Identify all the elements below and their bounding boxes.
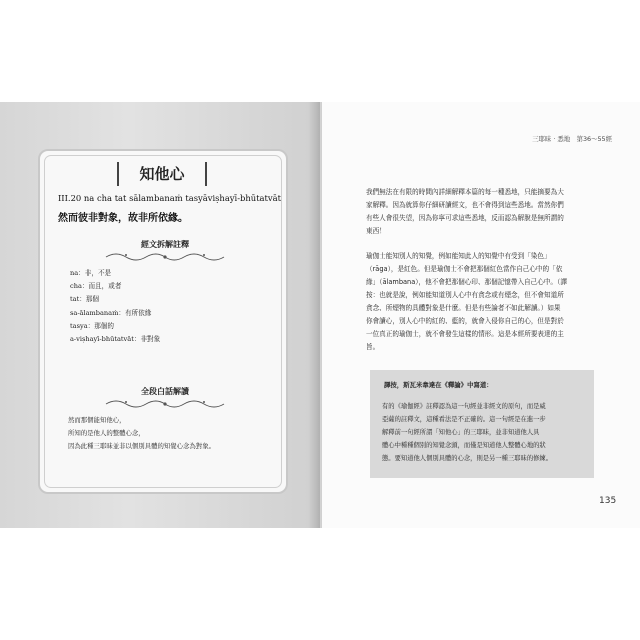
book-gutter [308, 102, 322, 528]
translator-note-box [370, 370, 594, 478]
left-page [0, 102, 320, 528]
plain-explanation: 然而那個能知他心， 所知的是他人的整體心念， 因為此種三耶昧並非以個別具體的知覺心念為對象。 [68, 416, 215, 450]
right-page [320, 102, 640, 528]
gloss-item: tat：那個 [70, 295, 100, 304]
gloss-item: cha：而且，或者 [70, 282, 122, 291]
paragraph-2: 瑜伽士能知別人的知覺，例如能知此人的知覺中有受到「染色」 （rāga），是紅色。但是瑜伽士不會把那個紅色當作自己心中的「依 緣」（ālambana），他不會把那個心印、那個記憶帶入自己心中。（譯 按：也就是說，例如能知道別人心中有貪念或有煙念，但不會知道所 貪念、所煙物的具體對象是什麼。但是有些論者不如此解讀。）如果 你會讀心，別人心中的紅的、藍的，就會入侵你自己的心，但是對於 一位真正的瑜伽士，就不會發生這樣的情形。這是本經所要表達的主 旨。 [366, 252, 567, 351]
book-spread [0, 102, 640, 528]
gloss-item: na：非，不是 [70, 269, 112, 277]
sutra-sanskrit: III.20 na cha tat sālambanaṁ tasyāviṣhayī-bhūtatvāt [58, 193, 282, 203]
plain-heading: 全段白話解讀 [141, 387, 189, 396]
sutra-card [38, 149, 288, 494]
gloss-item: tasya：那個的 [70, 321, 114, 330]
sutra-translation: 然而彼非對象，故非所依緣。 [58, 213, 188, 224]
gloss-list [70, 267, 160, 346]
note-body: 有的《瑜伽經》註釋認為這一句經並非經文的原句，而是威 亞薩的註釋文，這種看法是不正確的。這一句經是在進一步 解釋前一句經所謂「知他心」的三耶昧，並非知道他人具 體心中種種個別的知覺念頭，而僅是知道他人整體心地的狀 態。要知道他人個別具體的心念，則是另一種三耶昧的修練。 [382, 403, 553, 462]
gloss-heading: 經文拆解註釋 [141, 240, 189, 249]
paragraph-1: 我們無法在有限的時間內詳細解釋本篇的每一種悉地，只能摘要為大 家解釋。因為就算你仔細研讀經文，也不會得到這些悉地。當然你們 有些人會很失望，因為你寧可求這些悉地，反而認為解脫是無所謂的 東西！ [366, 188, 564, 235]
gloss-item: sa-ālambanaṁ：有所依緣 [70, 308, 152, 317]
gloss-item: a-viṣhayī-bhūtatvāt：非對象 [70, 335, 161, 344]
vine-ornament-icon [102, 251, 228, 263]
note-heading: 譯按，斯瓦米韋達在《釋論》中寫道： [384, 381, 493, 389]
vine-ornament-icon [102, 398, 228, 410]
page-number: 135 [599, 496, 617, 506]
running-head: 三耶昧 · 悉地 第36～55經 [532, 135, 612, 143]
card-title: 知他心 [117, 162, 207, 186]
